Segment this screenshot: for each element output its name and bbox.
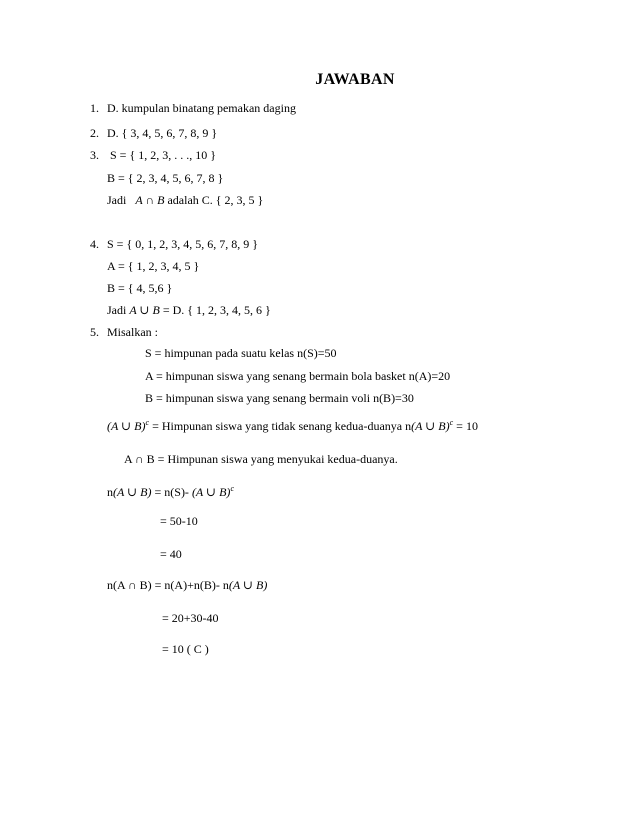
- item-text: S = { 1, 2, 3, . . ., 10 }: [110, 148, 216, 162]
- definition-a: A = himpunan siswa yang senang bermain bola basket n(A)=20: [145, 369, 451, 383]
- complement-text: = Himpunan siswa yang tidak senang kedua-duanya n: [152, 419, 412, 433]
- calc2-line: [107, 578, 267, 592]
- item-text: S = { 0, 1, 2, 3, 4, 5, 6, 7, 8, 9 }: [107, 237, 258, 251]
- item-text: D. { 3, 4, 5, 6, 7, 8, 9 }: [107, 126, 218, 140]
- calc2-lhs: n(A ∩ B) = n(A)+n(B)- n: [107, 578, 229, 592]
- item-4-line-2: A = { 1, 2, 3, 4, 5 }: [107, 259, 200, 273]
- conclusion-expr: A ∪ B: [129, 303, 160, 317]
- complement-value: = 10: [456, 419, 478, 433]
- item-number: 5.: [90, 325, 99, 339]
- conclusion-expr: A ∩ B: [135, 193, 165, 207]
- definition-b: B = himpunan siswa yang senang bermain voli n(B)=30: [145, 391, 414, 405]
- calc1-lhs-expr: (A ∪ B): [113, 485, 152, 499]
- item-number: 3.: [90, 148, 99, 162]
- definition-s: S = himpunan pada suatu kelas n(S)=50: [145, 346, 337, 360]
- calc1-rhs-sup: c: [230, 484, 234, 493]
- calc2-lhs-expr: (A ∪ B): [228, 578, 268, 592]
- item-number: 1.: [90, 101, 99, 115]
- calc2-step-1: = 20+30-40: [162, 611, 219, 625]
- item-text: Misalkan :: [107, 325, 158, 339]
- complement-expr: (A ∪ B): [107, 419, 146, 433]
- calc1-rhs-prefix: = n(S)-: [154, 485, 189, 499]
- complement-expr-2: (A ∪ B): [411, 419, 450, 433]
- calc1-step-1: = 50-10: [160, 514, 198, 528]
- item-3-conclusion: [107, 193, 263, 207]
- page-title: JAWABAN: [315, 71, 395, 88]
- intersection-definition: A ∩ B = Himpunan siswa yang menyukai kedua-duanya.: [124, 452, 398, 466]
- conclusion-prefix: Jadi: [107, 303, 127, 317]
- item-4-line-3: B = { 4, 5,6 }: [107, 281, 173, 295]
- complement-sup: c: [145, 418, 150, 427]
- item-number: 2.: [90, 126, 99, 140]
- item-text: D. kumpulan binatang pemakan daging: [107, 101, 296, 115]
- item-number: 4.: [90, 237, 99, 251]
- calc1-lhs-prefix: n: [107, 485, 113, 499]
- item-3-line-2: B = { 2, 3, 4, 5, 6, 7, 8 }: [107, 171, 224, 185]
- complement-line: [107, 419, 478, 433]
- conclusion-prefix: Jadi: [107, 193, 127, 207]
- conclusion-suffix: = D. { 1, 2, 3, 4, 5, 6 }: [162, 303, 271, 317]
- calc1-line: [107, 485, 234, 499]
- item-4-conclusion: [107, 303, 271, 317]
- calc2-step-2: = 10 ( C ): [162, 642, 209, 656]
- conclusion-suffix: adalah C. { 2, 3, 5 }: [167, 193, 264, 207]
- calc1-rhs-expr: (A ∪ B): [191, 485, 231, 499]
- calc1-step-2: = 40: [160, 547, 182, 561]
- complement-sup-2: c: [449, 418, 454, 427]
